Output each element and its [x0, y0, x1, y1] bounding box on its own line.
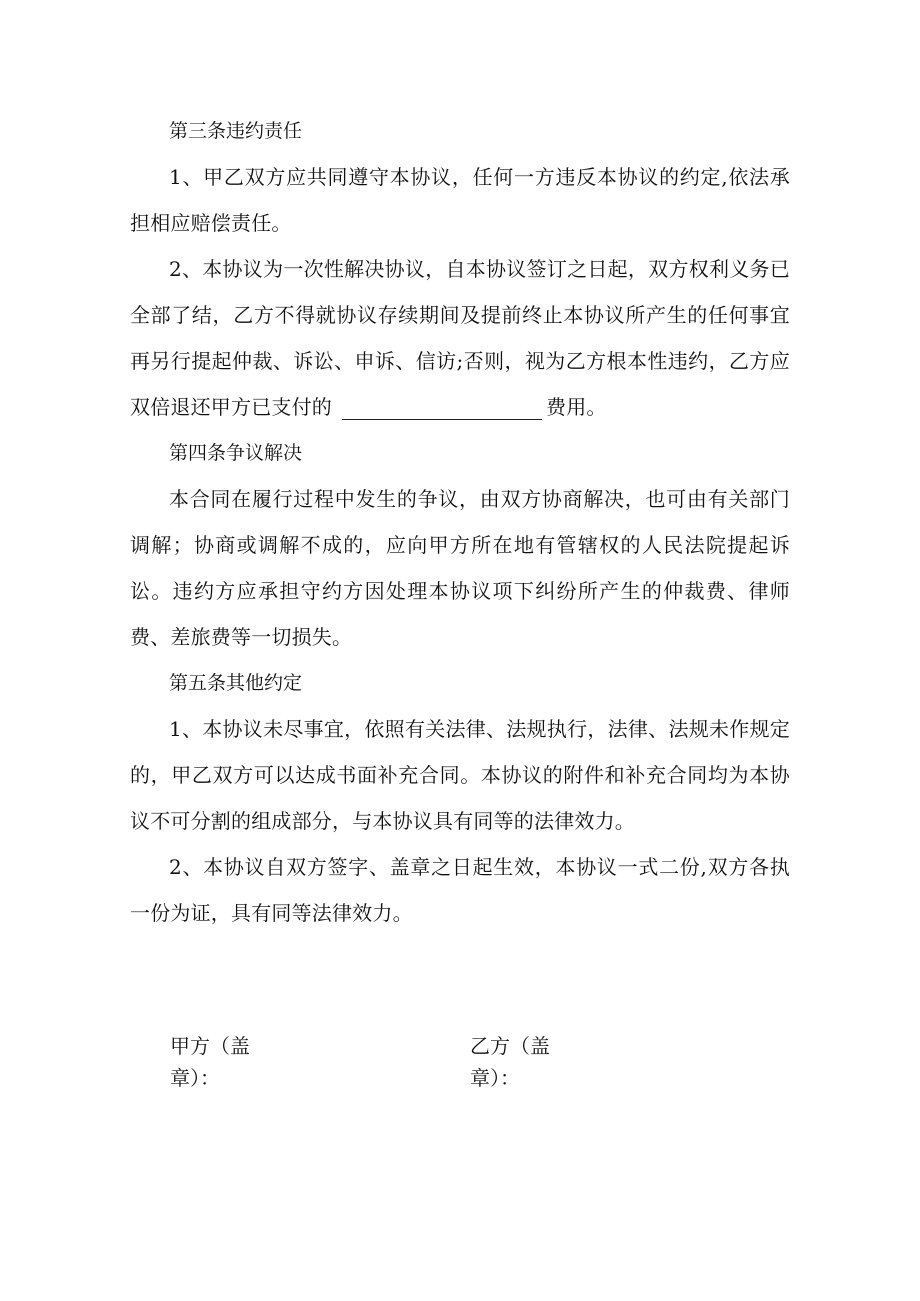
party-a-signature-label: 甲方（盖章）：: [170, 1034, 250, 1090]
article5-title: 第五条其他约定: [169, 672, 303, 694]
party-b-signature-label: 乙方（盖章）：: [470, 1034, 550, 1090]
signature-block: [170, 1030, 770, 1100]
article5-paragraph-1: 1、本协议未尽事宜，依照有关法律、法规执行，法律、法规未作规定的，甲乙双方可以达成书面补充合同。本协议的附件和补充合同均为本协议不可分割的组成部分，与本协议具有同等的法律效力。: [130, 717, 790, 833]
fee-amount-blank: [342, 399, 542, 420]
article4-paragraph-1: 本合同在履行过程中发生的争议，由双方协商解决，也可由有关部门调解；协商或调解不成的，应向甲方所在地有管辖权的人民法院提起诉讼。违约方应承担守约方因处理本协议项下纠纷所产生的仲裁费、律师费、差旅费等一切损失。: [130, 487, 790, 649]
article3-paragraph-1: 1、甲乙双方应共同遵守本协议，任何一方违反本协议的约定,依法承担相应赔偿责任。: [130, 165, 790, 235]
article4-title: 第四条争议解决: [169, 442, 303, 464]
article5-paragraph-2: 2、本协议自双方签字、盖章之日起生效，本协议一式二份,双方各执一份为证，具有同等法律效力。: [130, 855, 790, 925]
article3-paragraph-2-text: 2、本协议为一次性解决协议，自本协议签订之日起，双方权利义务已全部了结，乙方不得就协议存续期间及提前终止本协议所产生的任何事宜再另行提起仲裁、诉讼、申诉、信访;否则，视为乙方根本性违约，乙方应双倍退还甲方已支付的: [130, 257, 790, 419]
article3-paragraph-2: [130, 246, 790, 430]
article3-paragraph-2-suffix: 费用。: [546, 395, 607, 419]
article3-title: 第三条违约责任: [169, 120, 303, 142]
